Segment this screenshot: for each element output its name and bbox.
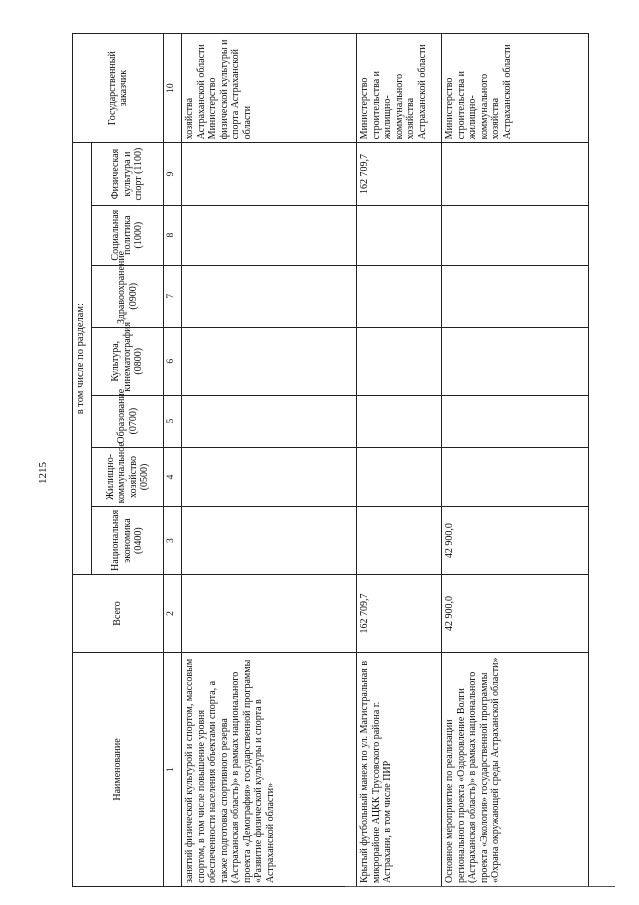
row-total xyxy=(182,574,357,652)
row-value-0400 xyxy=(182,507,357,575)
row-value-0800 xyxy=(357,327,442,395)
column-number-row xyxy=(164,34,182,887)
column-number: 10 xyxy=(164,34,182,143)
row-value-0400: 42 900,0 xyxy=(442,507,589,575)
column-number: 9 xyxy=(164,143,182,205)
column-number: 2 xyxy=(164,574,182,652)
column-number: 8 xyxy=(164,205,182,265)
header-name: Наименование xyxy=(73,652,164,886)
row-name: занятий физической культурой и спортом, массовым спортом, в том числе повышение уровня обеспеченности населения объектами спорта, а также подготовка спортивного резерва (Астраханская область)» в рамках национального проекта «Демография» государственной программы «Развитие физической культуры и спорта в Астраханской области» xyxy=(182,652,357,886)
header-section-0400: Национальная экономика (0400) xyxy=(92,507,164,575)
row-customer: Министерство строительства и жилищно-коммунального хозяйства Астраханской области xyxy=(442,34,589,143)
header-section-0800: Культура, кинематография (0800) xyxy=(92,327,164,395)
row-value-0700 xyxy=(182,395,357,447)
header-customer: Государственный заказчик xyxy=(73,34,164,143)
row-value-0700 xyxy=(442,395,589,447)
table-row xyxy=(442,34,589,887)
header-section-0700: Образование (0700) xyxy=(92,395,164,447)
row-value-1000 xyxy=(182,205,357,265)
row-value-1100 xyxy=(182,143,357,205)
header-section-0500: Жилищно-коммунальное хозяйство (0500) xyxy=(92,447,164,507)
row-value-0400 xyxy=(357,507,442,575)
column-number: 7 xyxy=(164,265,182,327)
budget-table xyxy=(72,33,589,887)
column-number: 5 xyxy=(164,395,182,447)
column-number: 3 xyxy=(164,507,182,575)
row-value-1000 xyxy=(357,205,442,265)
row-total: 162 709,7 xyxy=(357,574,442,652)
column-number: 4 xyxy=(164,447,182,507)
row-value-0500 xyxy=(442,447,589,507)
row-value-1100 xyxy=(442,143,589,205)
header-row-1 xyxy=(73,34,92,887)
column-number: 1 xyxy=(164,652,182,886)
row-value-0900 xyxy=(442,265,589,327)
row-value-0800 xyxy=(442,327,589,395)
table-row xyxy=(357,34,442,887)
row-customer: Министерство строительства и жилищно-коммунального хозяйства Астраханской области xyxy=(357,34,442,143)
row-value-1000 xyxy=(442,205,589,265)
row-customer: хозяйства Астраханской области Министерство физической культуры и спорта Астраханской области xyxy=(182,34,357,143)
row-value-0500 xyxy=(182,447,357,507)
section-group-header: в том числе по разделам: xyxy=(73,143,92,575)
rotated-page xyxy=(72,33,589,887)
header-section-1000: Социальная политика (1000) xyxy=(92,205,164,265)
row-value-0900 xyxy=(182,265,357,327)
row-value-0800 xyxy=(182,327,357,395)
table-row xyxy=(182,34,357,887)
column-number: 6 xyxy=(164,327,182,395)
header-section-0900: Здравоохранение (0900) xyxy=(92,265,164,327)
row-value-0900 xyxy=(357,265,442,327)
header-section-1100: Физическая культура и спорт (1100) xyxy=(92,143,164,205)
row-value-0700 xyxy=(357,395,442,447)
header-total: Всего xyxy=(73,574,164,652)
row-name: Основное мероприятие по реализации регионального проекта «Оздоровление Волги (Астраханская область)» в рамках национального проекта «Экология» государственной программы «Охрана окружающей среды Астраханской области» xyxy=(442,652,589,886)
page-number: 1215 xyxy=(37,462,49,484)
scan-edge-line xyxy=(345,886,615,887)
row-name: Крытый футбольный манеж по ул. Магистральная в микрорайоне АЦКК Трусовского района г. Астрахани, в том числе ПИР xyxy=(357,652,442,886)
row-value-0500 xyxy=(357,447,442,507)
row-value-1100: 162 709,7 xyxy=(357,143,442,205)
row-total: 42 900,0 xyxy=(442,574,589,652)
